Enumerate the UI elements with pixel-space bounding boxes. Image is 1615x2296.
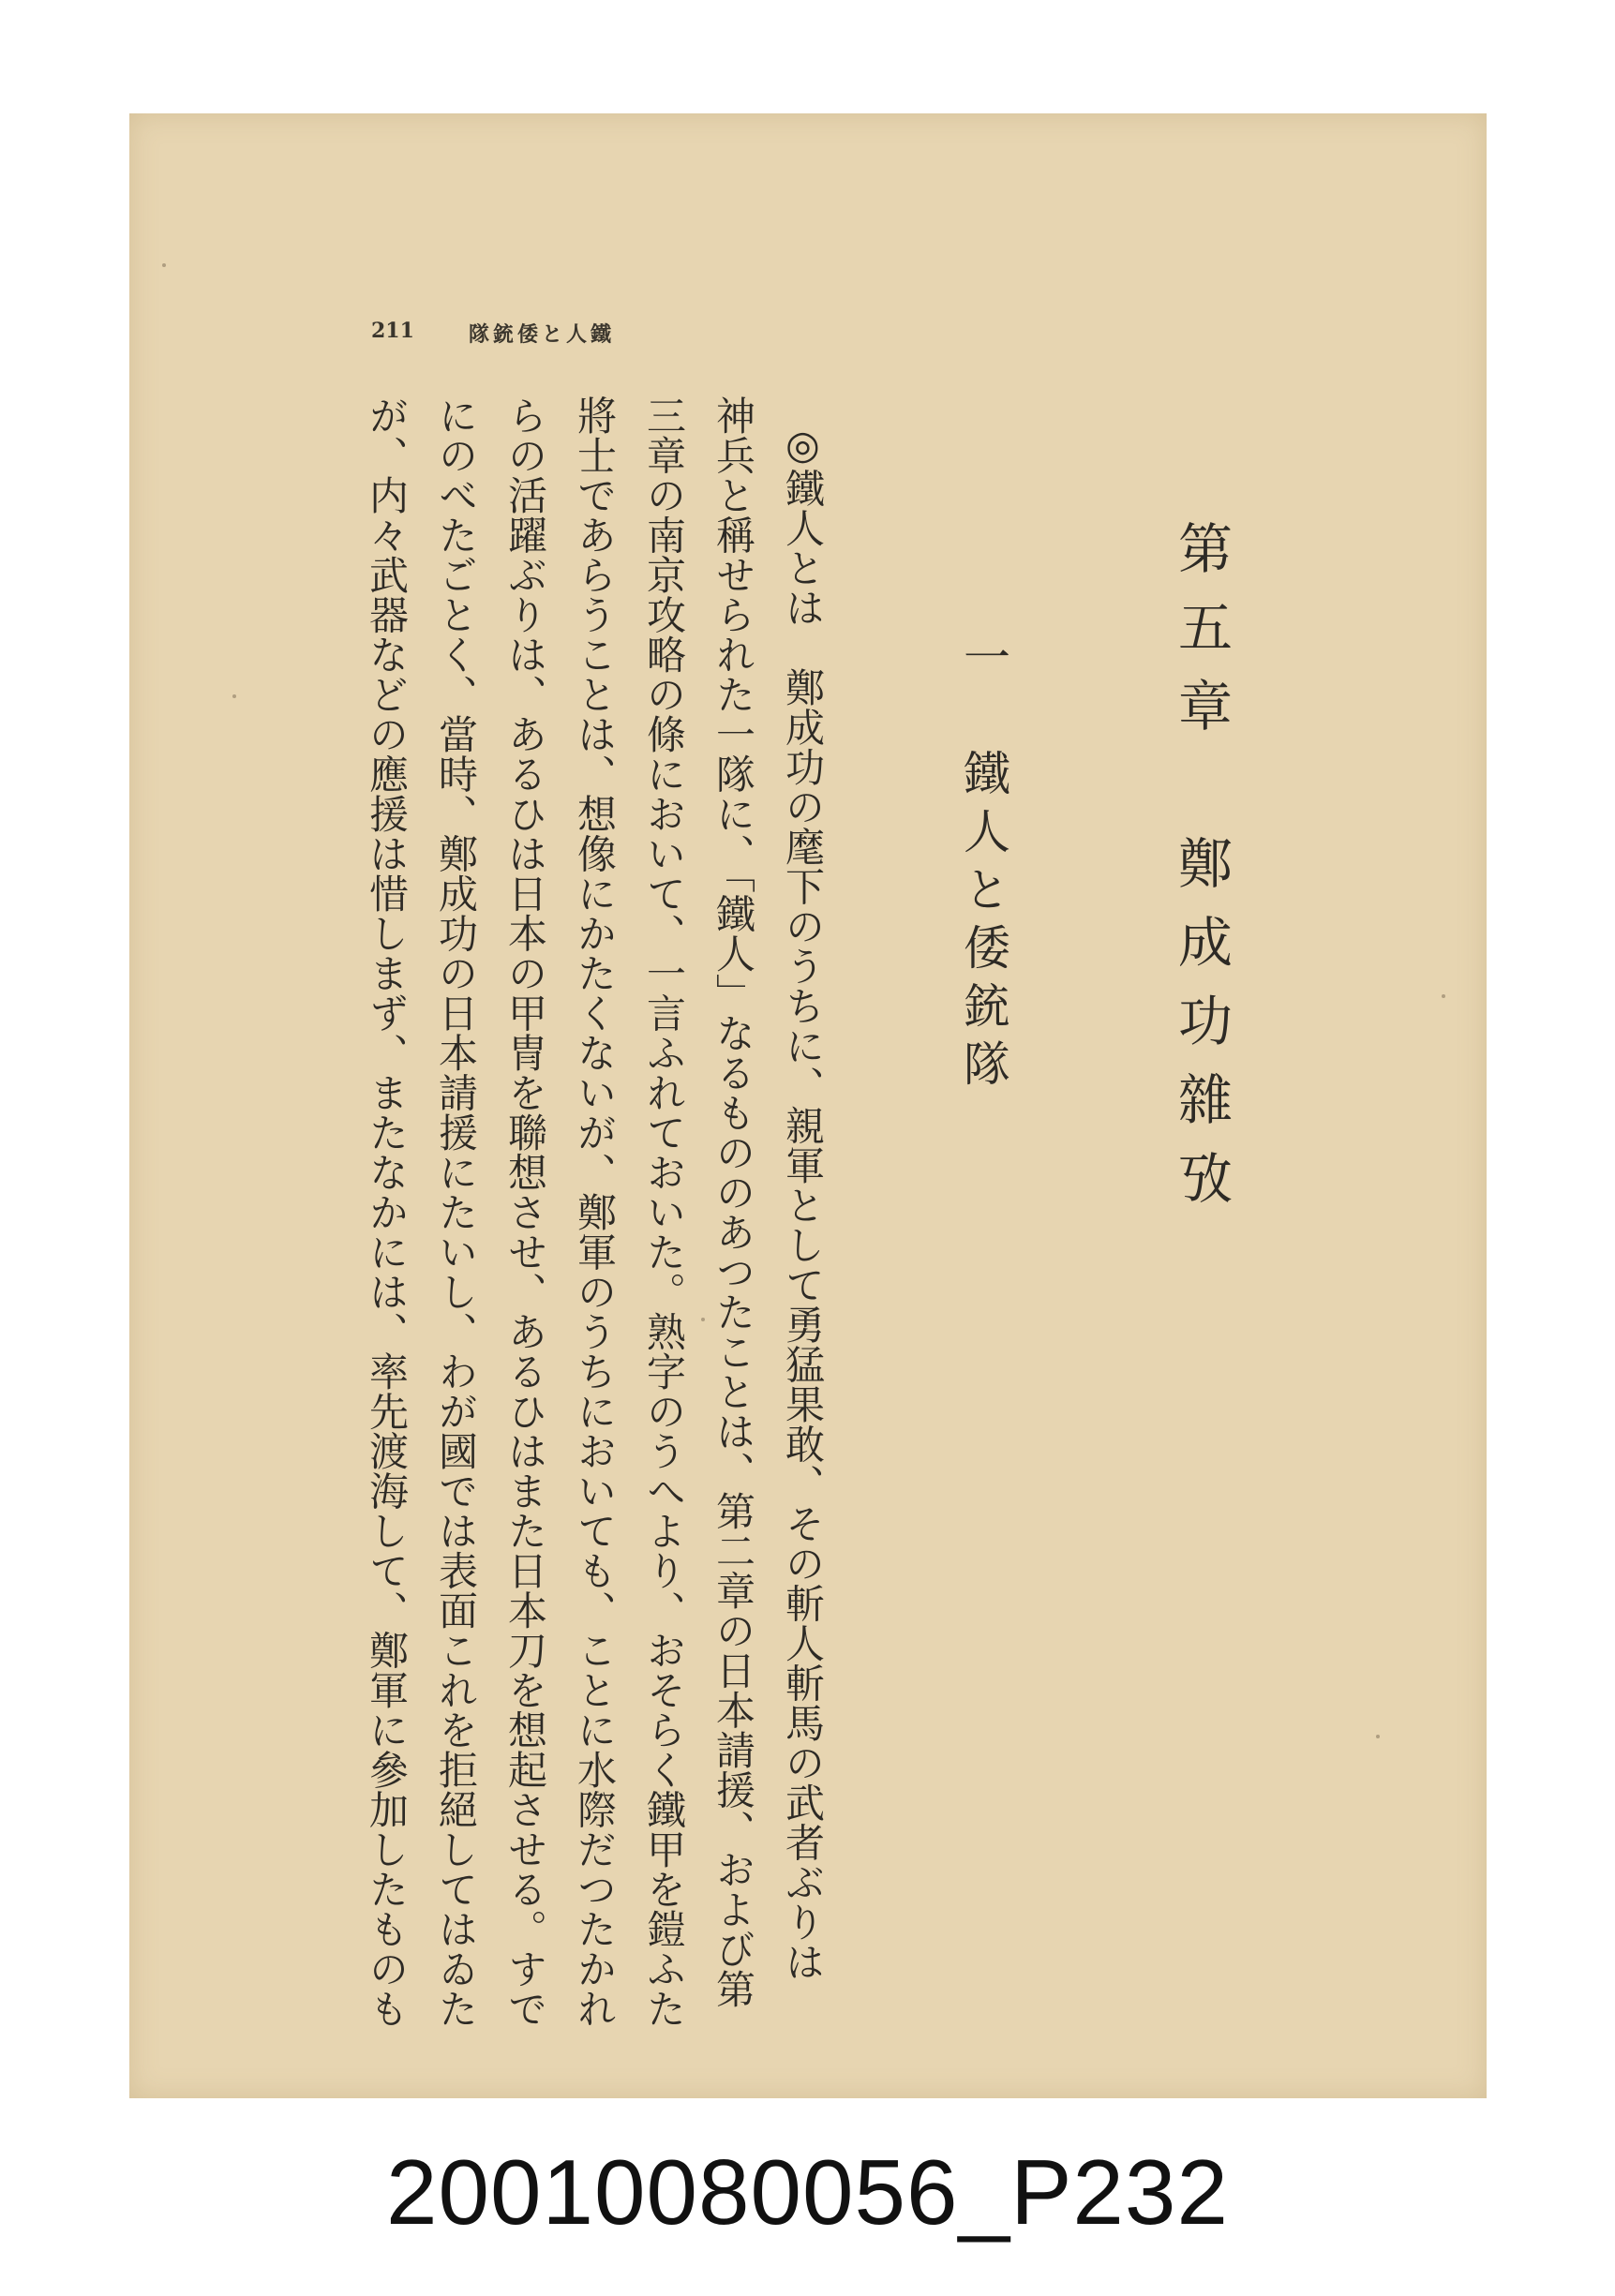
paper-speck (1376, 1735, 1380, 1738)
body-line: 神兵と稱せられた一隊に、「鐵人」なるもののあつたことは、第二章の日本請援、および第 (710, 395, 756, 2009)
running-head: 隊銃倭と人鐵 (469, 322, 616, 347)
page-number: 211 (371, 319, 414, 343)
body-line: ◎鐵人とは 鄭成功の麾下のうちに、親軍として勇猛果敢、その斬人斬馬の武者ぶりは (780, 422, 826, 1982)
archive-caption: 20010080056_P232 (386, 2140, 1229, 2244)
paper-speck (1442, 994, 1445, 998)
body-line: らの活躍ぶりは、あるひは日本の甲冑を聯想させ、あるひはまた日本刀を想起させる。すで (502, 395, 548, 2029)
body-line: にのべたごとく、當時、鄭成功の日本請援にたいし、わが國では表面これを拒絕してはゐた (433, 395, 479, 2029)
paper-speck (162, 263, 166, 267)
body-line: 三章の南京攻略の條において、一言ふれておいた。熟字のうへより、おそらく鐵甲を鎧ふた (641, 395, 687, 2029)
paper-speck (232, 694, 236, 698)
body-line: が、内々武器などの應援は惜しまず、またなかには、率先渡海して、鄭軍に參加したものも (364, 395, 410, 2029)
section-title: 一 鐵人と倭銃隊 (956, 633, 1010, 1097)
paper-speck (701, 1318, 705, 1321)
chapter-title: 第五章 鄭成功雜攷 (1169, 520, 1233, 1229)
body-line: 將士であらうことは、想像にかたくないが、鄭軍のうちにおいても、ことに水際だつたかれ (572, 395, 618, 2029)
